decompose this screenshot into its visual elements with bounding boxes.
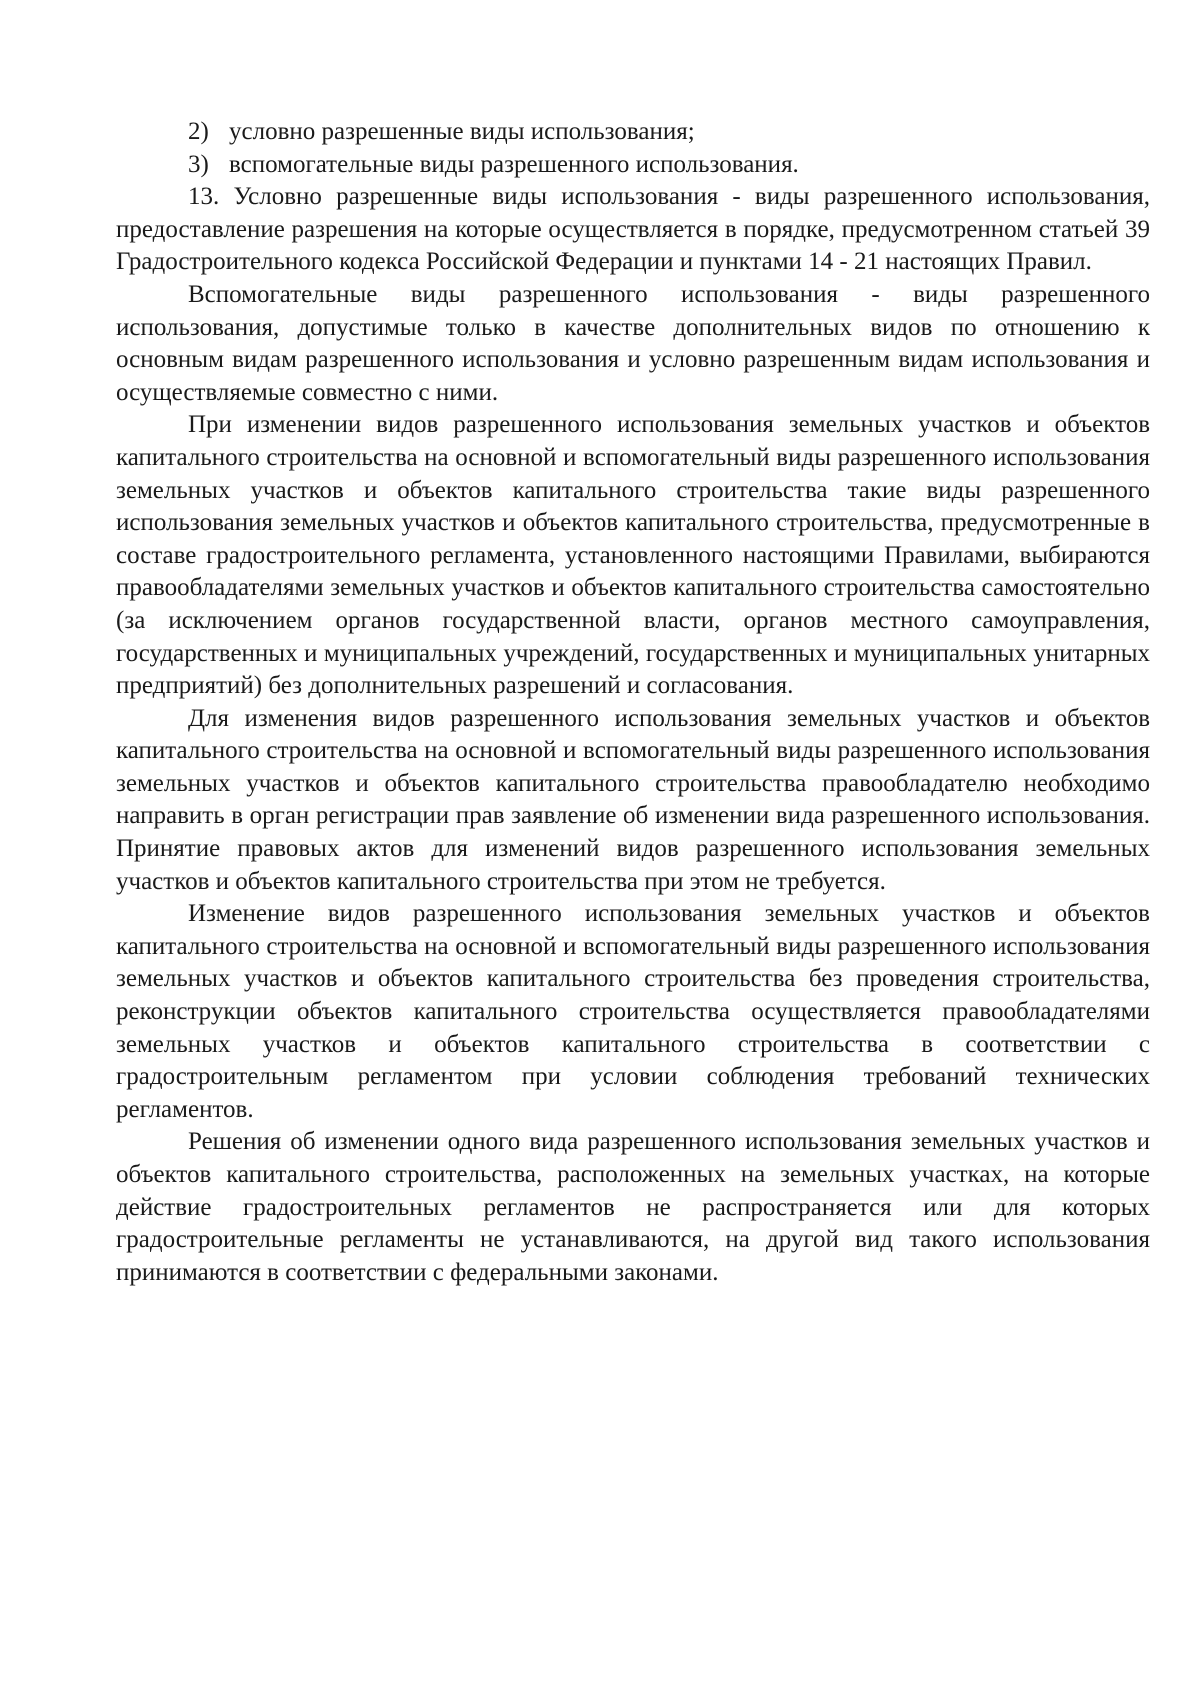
list-item-text: вспомогательные виды разрешенного использования. [229, 150, 799, 178]
paragraph-change-procedure: Для изменения видов разрешенного использования земельных участков и объектов капитального строительства на основной и вспомогательный виды разрешенного использования земельных участков и объектов капитального строительства правообладателю необходимо направить в орган регистрации прав заявление об изменении вида разрешенного использования. Принятие правовых актов для изменений видов разрешенного использования земельных участков и объектов капитального строительства при этом не требуется. [116, 704, 1150, 895]
list-item-number: 3) [188, 150, 209, 178]
list-item-3 [116, 149, 1150, 182]
paragraph-change-without-construction: Изменение видов разрешенного использования земельных участков и объектов капитального строительства на основной и вспомогательный виды разрешенного использования земельных участков и объектов капитального строительства без проведения строительства, реконструкции объектов капитального строительства осуществляется правообладателями земельных участков и объектов капитального строительства в соответствии с градостроительным регламентом при условии соблюдения требований технических регламентов. [116, 900, 1150, 1123]
paragraph-13-conditional-uses: 13. Условно разрешенные виды использования - виды разрешенного использования, предоставление разрешения на которые осуществляется в порядке, предусмотренном статьей 39 Градостроительного кодекса Российской Федерации и пунктами 14 - 21 настоящих Правил. [116, 183, 1150, 276]
list-item-text: условно разрешенные виды использования; [229, 118, 695, 145]
document-page [116, 116, 1150, 1289]
paragraph-auxiliary-uses: Вспомогательные виды разрешенного использования - виды разрешенного использования, допустимые только в качестве дополнительных видов по отношению к основным видам разрешенного использования и условно разрешенным видам использования и осуществляемые совместно с ними. [116, 280, 1150, 406]
paragraph-federal-law-decisions: Решения об изменении одного вида разрешенного использования земельных участков и объектов капитального строительства, расположенных на земельных участках, на которые действие градостроительных регламентов не распространяется или для которых градостроительные регламенты не устанавливаются, на другой вид такого использования принимаются в соответствии с федеральными законами. [116, 1128, 1150, 1286]
list-item-number: 2) [188, 118, 209, 145]
list-item-2 [116, 116, 1150, 149]
paragraph-change-of-use: При изменении видов разрешенного использования земельных участков и объектов капитального строительства на основной и вспомогательный виды разрешенного использования земельных участков и объектов капитального строительства такие виды разрешенного использования земельных участков и объектов капитального строительства, предусмотренные в составе градостроительного регламента, установленного настоящими Правилами, выбираются правообладателями земельных участков и объектов капитального строительства самостоятельно (за исключением органов государственной власти, органов местного самоуправления, государственных и муниципальных учреждений, государственных и муниципальных унитарных предприятий) без дополнительных разрешений и согласования. [116, 411, 1150, 700]
